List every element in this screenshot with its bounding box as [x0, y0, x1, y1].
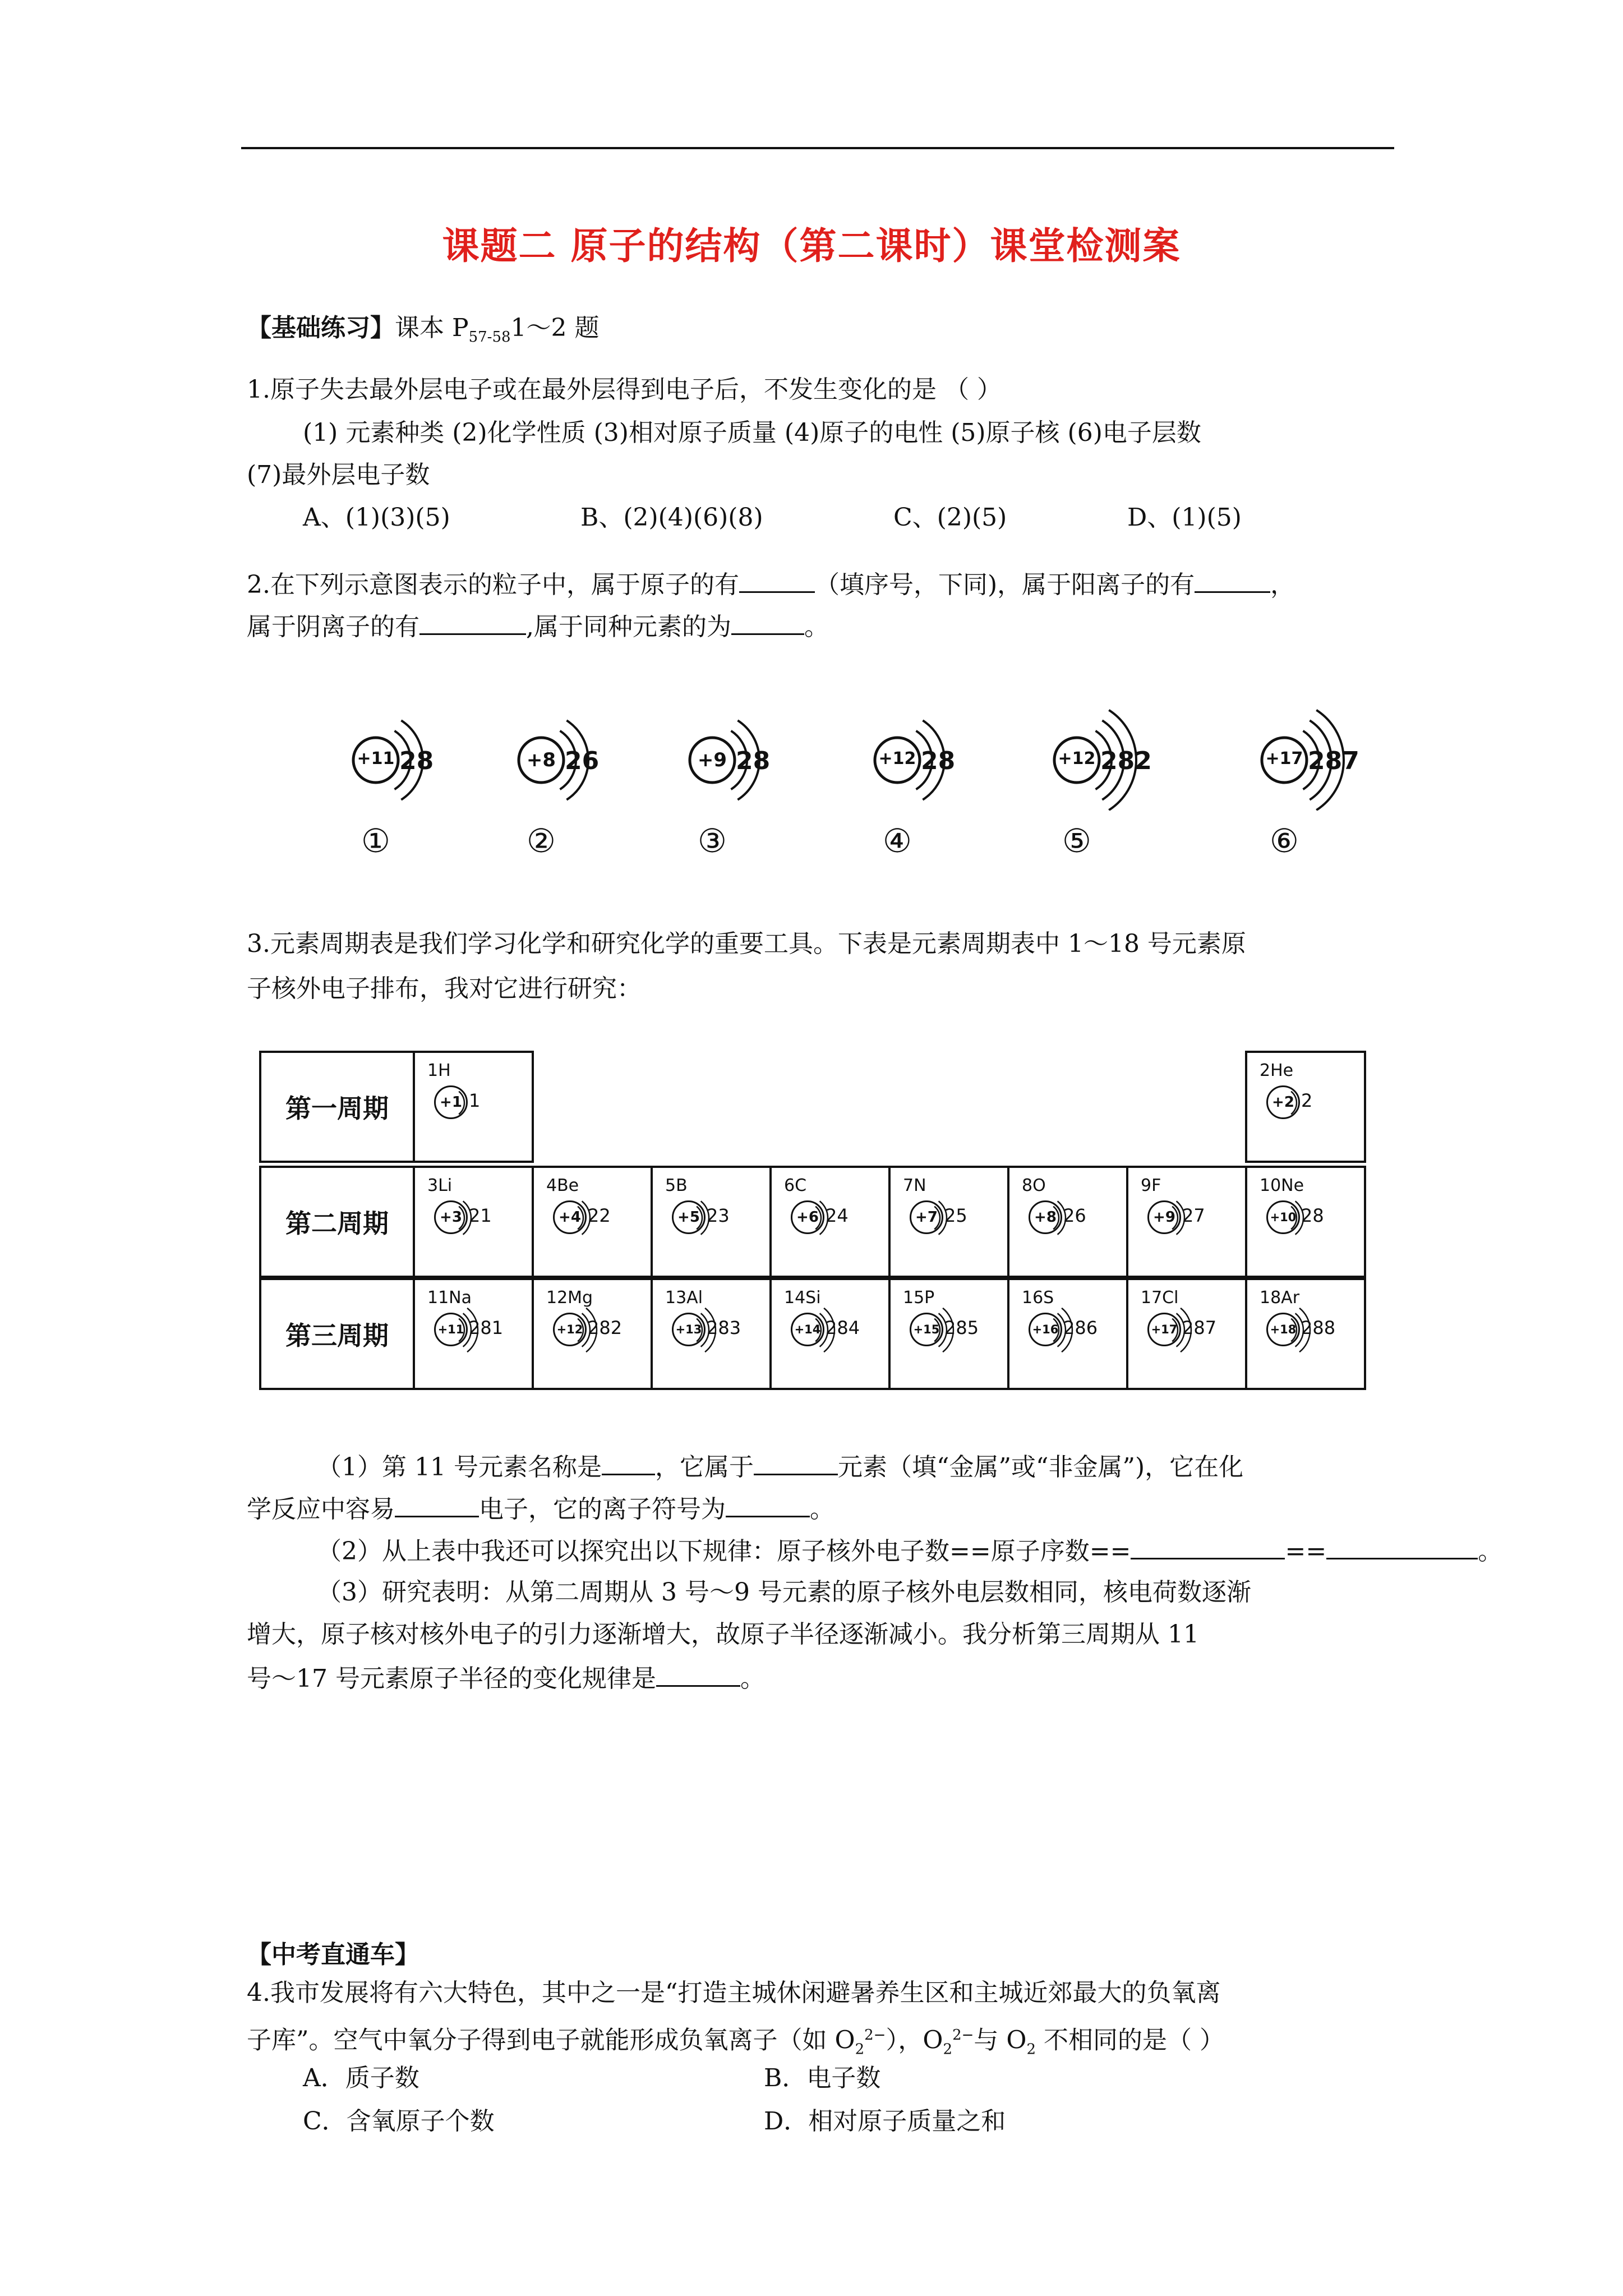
- element-cell: [532, 1278, 653, 1390]
- element-nucleus: +4: [553, 1200, 587, 1234]
- element-nucleus: +2: [1266, 1085, 1300, 1119]
- element-nucleus: +16: [1029, 1313, 1062, 1346]
- q1-option-a: A、(1)(3)(5): [303, 503, 450, 532]
- q3-sub1-line1: [317, 1449, 1243, 1484]
- q2-text-3: ，: [1270, 570, 1295, 599]
- element-cell: [888, 1278, 1009, 1390]
- q3-blank-rule-1[interactable]: [1131, 1533, 1285, 1559]
- particle-label: ④: [883, 822, 912, 860]
- element-electron-config: 282: [588, 1317, 623, 1338]
- particle-nucleus-charge: +9: [697, 749, 727, 771]
- particle-diagram: [513, 704, 631, 811]
- element-symbol: 16S: [1022, 1288, 1054, 1308]
- element-electron-config: 288: [1301, 1317, 1336, 1338]
- element-symbol: 2He: [1260, 1061, 1294, 1080]
- element-electron-config: 24: [826, 1205, 849, 1226]
- q2-line1: [247, 567, 1295, 602]
- element-cell: [769, 1278, 891, 1390]
- q3-sub3-text-a: 号～17 号元素原子半径的变化规律是: [247, 1664, 656, 1693]
- element-symbol: 3Li: [427, 1176, 453, 1195]
- element-symbol: 1H: [427, 1061, 451, 1080]
- q4-text-a: 子库”。空气中氧分子得到电子就能形成负氧离子（如 O: [247, 2026, 855, 2055]
- q1-option-d: D、(1)(5): [1127, 503, 1242, 532]
- q2-text-6: 。: [804, 613, 829, 641]
- element-electron-config: 284: [826, 1317, 860, 1338]
- particle-diagram: [684, 704, 802, 811]
- particle-diagram: [869, 704, 987, 811]
- particle-diagram: [1256, 704, 1374, 811]
- element-symbol: 8O: [1022, 1176, 1046, 1195]
- element-nucleus: +15: [910, 1313, 943, 1346]
- element-nucleus: +10: [1266, 1200, 1300, 1234]
- q2-line2: [247, 609, 829, 644]
- q3-sub3-line2: 增大，原子核对核外电子的引力逐渐增大，故原子半径逐渐减小。我分析第三周期从 11: [247, 1620, 1199, 1649]
- q4-text-b: ），O: [886, 2026, 943, 2055]
- element-symbol: 17Cl: [1141, 1288, 1179, 1308]
- element-electron-config: 283: [707, 1317, 741, 1338]
- q4-option-a: A．质子数: [303, 2064, 419, 2092]
- element-cell: [888, 1166, 1009, 1278]
- q3-sub2-text-a: （2）从上表中我还可以探究出以下规律：原子核外电子数==原子序数==: [317, 1537, 1131, 1566]
- element-nucleus: +14: [791, 1313, 824, 1346]
- element-nucleus: +5: [672, 1200, 706, 1234]
- q2-blank-same-element[interactable]: [731, 609, 804, 635]
- particle-nucleus-charge: +12: [1058, 749, 1096, 769]
- particle-label: ②: [527, 822, 556, 860]
- particle-electron-config: 28: [736, 747, 771, 775]
- particle-diagram: [348, 704, 465, 811]
- element-symbol: 15P: [903, 1288, 935, 1308]
- q1-stem: 1.原子失去最外层电子或在最外层得到电子后，不发生变化的是 （ ）: [247, 375, 1002, 404]
- element-electron-config: 287: [1182, 1317, 1217, 1338]
- periodic-table: [259, 1051, 1385, 1393]
- q1-items-line1: (1) 元素种类 (2)化学性质 (3)相对原子质量 (4)原子的电性 (5)原子核 (6)电子层数: [303, 418, 1201, 447]
- q3-blank-rule-2[interactable]: [1326, 1533, 1478, 1559]
- element-symbol: 18Ar: [1260, 1288, 1300, 1308]
- element-cell: [1245, 1278, 1366, 1390]
- q2-text-1: 2.在下列示意图表示的粒子中，属于原子的有: [247, 570, 739, 599]
- element-electron-config: 26: [1063, 1205, 1086, 1226]
- element-cell: [413, 1278, 534, 1390]
- element-nucleus: +7: [910, 1200, 943, 1234]
- element-symbol: 13Al: [665, 1288, 703, 1308]
- q3-sub2-text-c: 。: [1478, 1537, 1503, 1566]
- element-cell: [651, 1278, 772, 1390]
- q3-sub2-line: [317, 1533, 1502, 1568]
- page-title: 课题二 原子的结构（第二课时）课堂检测案: [442, 224, 1181, 268]
- element-nucleus: +17: [1147, 1313, 1181, 1346]
- element-electron-config: 281: [469, 1317, 504, 1338]
- q2-blank-cations[interactable]: [1195, 567, 1270, 593]
- q4-option-c: C．含氧原子个数: [303, 2107, 495, 2136]
- element-cell: [532, 1166, 653, 1278]
- element-electron-config: 285: [944, 1317, 979, 1338]
- element-nucleus: +18: [1266, 1313, 1300, 1346]
- section-tag-exam: 【中考直通车】: [247, 1940, 419, 1969]
- particle-label: ①: [361, 822, 390, 860]
- element-symbol: 14Si: [784, 1288, 821, 1308]
- element-cell: [1126, 1278, 1247, 1390]
- element-cell: [1007, 1278, 1128, 1390]
- element-nucleus: +13: [672, 1313, 706, 1346]
- q4-line1: 4.我市发展将有六大特色，其中之一是“打造主城休闲避暑养生区和主城近郊最大的负氧离: [247, 1978, 1221, 2007]
- q3-blank-ion-symbol[interactable]: [726, 1491, 810, 1517]
- element-cell: [413, 1166, 534, 1278]
- element-electron-config: 23: [707, 1205, 730, 1226]
- q4-sup2: 2−: [952, 2027, 974, 2044]
- element-nucleus: +8: [1029, 1200, 1062, 1234]
- q3-sub1-text-f: 。: [810, 1495, 834, 1524]
- particle-label: ⑤: [1062, 822, 1091, 860]
- element-electron-config: 1: [469, 1090, 481, 1111]
- basic-practice-line: [247, 311, 600, 354]
- period-row-label: 第一周期: [259, 1051, 415, 1163]
- q4-line2: [247, 2018, 1224, 2066]
- q3-blank-metal[interactable]: [754, 1449, 838, 1475]
- q2-text-5: ,属于同种元素的为: [526, 613, 731, 641]
- particle-electron-config: 287: [1308, 747, 1359, 775]
- section-tag-basic: 【基础练习】: [247, 314, 395, 342]
- element-electron-config: 2: [1301, 1090, 1313, 1111]
- q3-sub3-text-b: 。: [740, 1664, 765, 1693]
- q4-sup: 2−: [864, 2027, 886, 2044]
- particle-electron-config: 28: [921, 747, 956, 775]
- element-symbol: 12Mg: [546, 1288, 593, 1308]
- element-symbol: 7N: [903, 1176, 926, 1195]
- basic-text-after: 1～2 题: [510, 314, 600, 342]
- period-row-label: 第二周期: [259, 1166, 415, 1278]
- element-symbol: 9F: [1141, 1176, 1161, 1195]
- element-symbol: 5B: [665, 1176, 688, 1195]
- q3-sub1-line2: [247, 1491, 834, 1526]
- element-cell: [1126, 1166, 1247, 1278]
- element-nucleus: +3: [434, 1200, 468, 1234]
- q3-sub3-line3: [247, 1660, 765, 1696]
- q3-blank-name[interactable]: [602, 1449, 655, 1475]
- q2-blank-atoms[interactable]: [739, 567, 815, 593]
- element-electron-config: 21: [469, 1205, 492, 1226]
- q3-sub1-text-d: 学反应中容易: [247, 1495, 395, 1524]
- particle-label: ⑥: [1270, 822, 1299, 860]
- q3-sub1-text-e: 电子，它的离子符号为: [479, 1495, 726, 1524]
- particle-diagram: [1049, 704, 1166, 811]
- q3-blank-electrons[interactable]: [395, 1491, 479, 1517]
- element-symbol: 11Na: [427, 1288, 472, 1308]
- element-nucleus: +12: [553, 1313, 587, 1346]
- element-cell: [413, 1051, 534, 1163]
- q3-sub2-text-b: ==: [1285, 1537, 1327, 1566]
- q4-option-b: B．电子数: [764, 2064, 881, 2092]
- element-cell: [1245, 1051, 1366, 1163]
- header-rule: [241, 147, 1394, 149]
- element-nucleus: +1: [434, 1085, 468, 1119]
- basic-pages: 57-58: [468, 328, 511, 346]
- q4-text-d: 不相同的是（ ）: [1036, 2026, 1224, 2055]
- particle-nucleus-charge: +8: [526, 749, 556, 771]
- q1-items-line2: (7)最外层电子数: [247, 461, 430, 489]
- q4-option-d: D．相对原子质量之和: [764, 2107, 1006, 2136]
- element-nucleus: +11: [434, 1313, 468, 1346]
- basic-text: 课本 P: [395, 314, 469, 342]
- q3-blank-radius[interactable]: [656, 1660, 740, 1687]
- q4-sub: 2: [855, 2041, 865, 2058]
- element-electron-config: 286: [1063, 1317, 1098, 1338]
- q4-text-c: 与 O: [974, 2026, 1027, 2055]
- q1-option-c: C、(2)(5): [893, 503, 1007, 532]
- q3-sub3-line1: （3）研究表明：从第二周期从 3 号～9 号元素的原子核外电层数相同，核电荷数逐渐: [317, 1578, 1251, 1607]
- q2-text-4: 属于阴离子的有: [247, 613, 419, 641]
- element-symbol: 6C: [784, 1176, 807, 1195]
- q2-blank-anions[interactable]: [419, 609, 526, 635]
- element-nucleus: +9: [1147, 1200, 1181, 1234]
- element-cell: [1007, 1166, 1128, 1278]
- q3-sub1-text-c: 元素（填“金属”或“非金属”)，它在化: [837, 1453, 1244, 1481]
- element-nucleus: +6: [791, 1200, 824, 1234]
- period-row-label: 第三周期: [259, 1278, 415, 1390]
- element-cell: [651, 1166, 772, 1278]
- element-electron-config: 27: [1182, 1205, 1205, 1226]
- q1-option-b: B、(2)(4)(6)(8): [580, 503, 763, 532]
- particle-electron-config: 282: [1100, 747, 1152, 775]
- q4-sub2: 2: [943, 2041, 953, 2058]
- particle-label: ③: [698, 822, 727, 860]
- q3-sub1-text-b: ，它属于: [654, 1453, 754, 1481]
- element-symbol: 4Be: [546, 1176, 579, 1195]
- q4-sub3: 2: [1026, 2041, 1036, 2058]
- particle-nucleus-charge: +17: [1265, 749, 1303, 769]
- element-electron-config: 25: [944, 1205, 967, 1226]
- element-cell: [769, 1166, 891, 1278]
- element-symbol: 10Ne: [1260, 1176, 1304, 1195]
- q3-line2: 子核外电子排布，我对它进行研究：: [247, 974, 642, 1003]
- element-electron-config: 22: [588, 1205, 611, 1226]
- particle-electron-config: 28: [399, 747, 434, 775]
- particle-nucleus-charge: +11: [357, 749, 395, 769]
- element-cell: [1245, 1166, 1366, 1278]
- q2-text-2: （填序号，下同)，属于阳离子的有: [814, 570, 1195, 599]
- q3-sub1-text-a: （1）第 11 号元素名称是: [317, 1453, 602, 1481]
- particle-electron-config: 26: [565, 747, 600, 775]
- element-electron-config: 28: [1301, 1205, 1324, 1226]
- particle-nucleus-charge: +12: [878, 749, 916, 769]
- q3-line1: 3.元素周期表是我们学习化学和研究化学的重要工具。下表是元素周期表中 1～18 号元素原: [247, 930, 1246, 958]
